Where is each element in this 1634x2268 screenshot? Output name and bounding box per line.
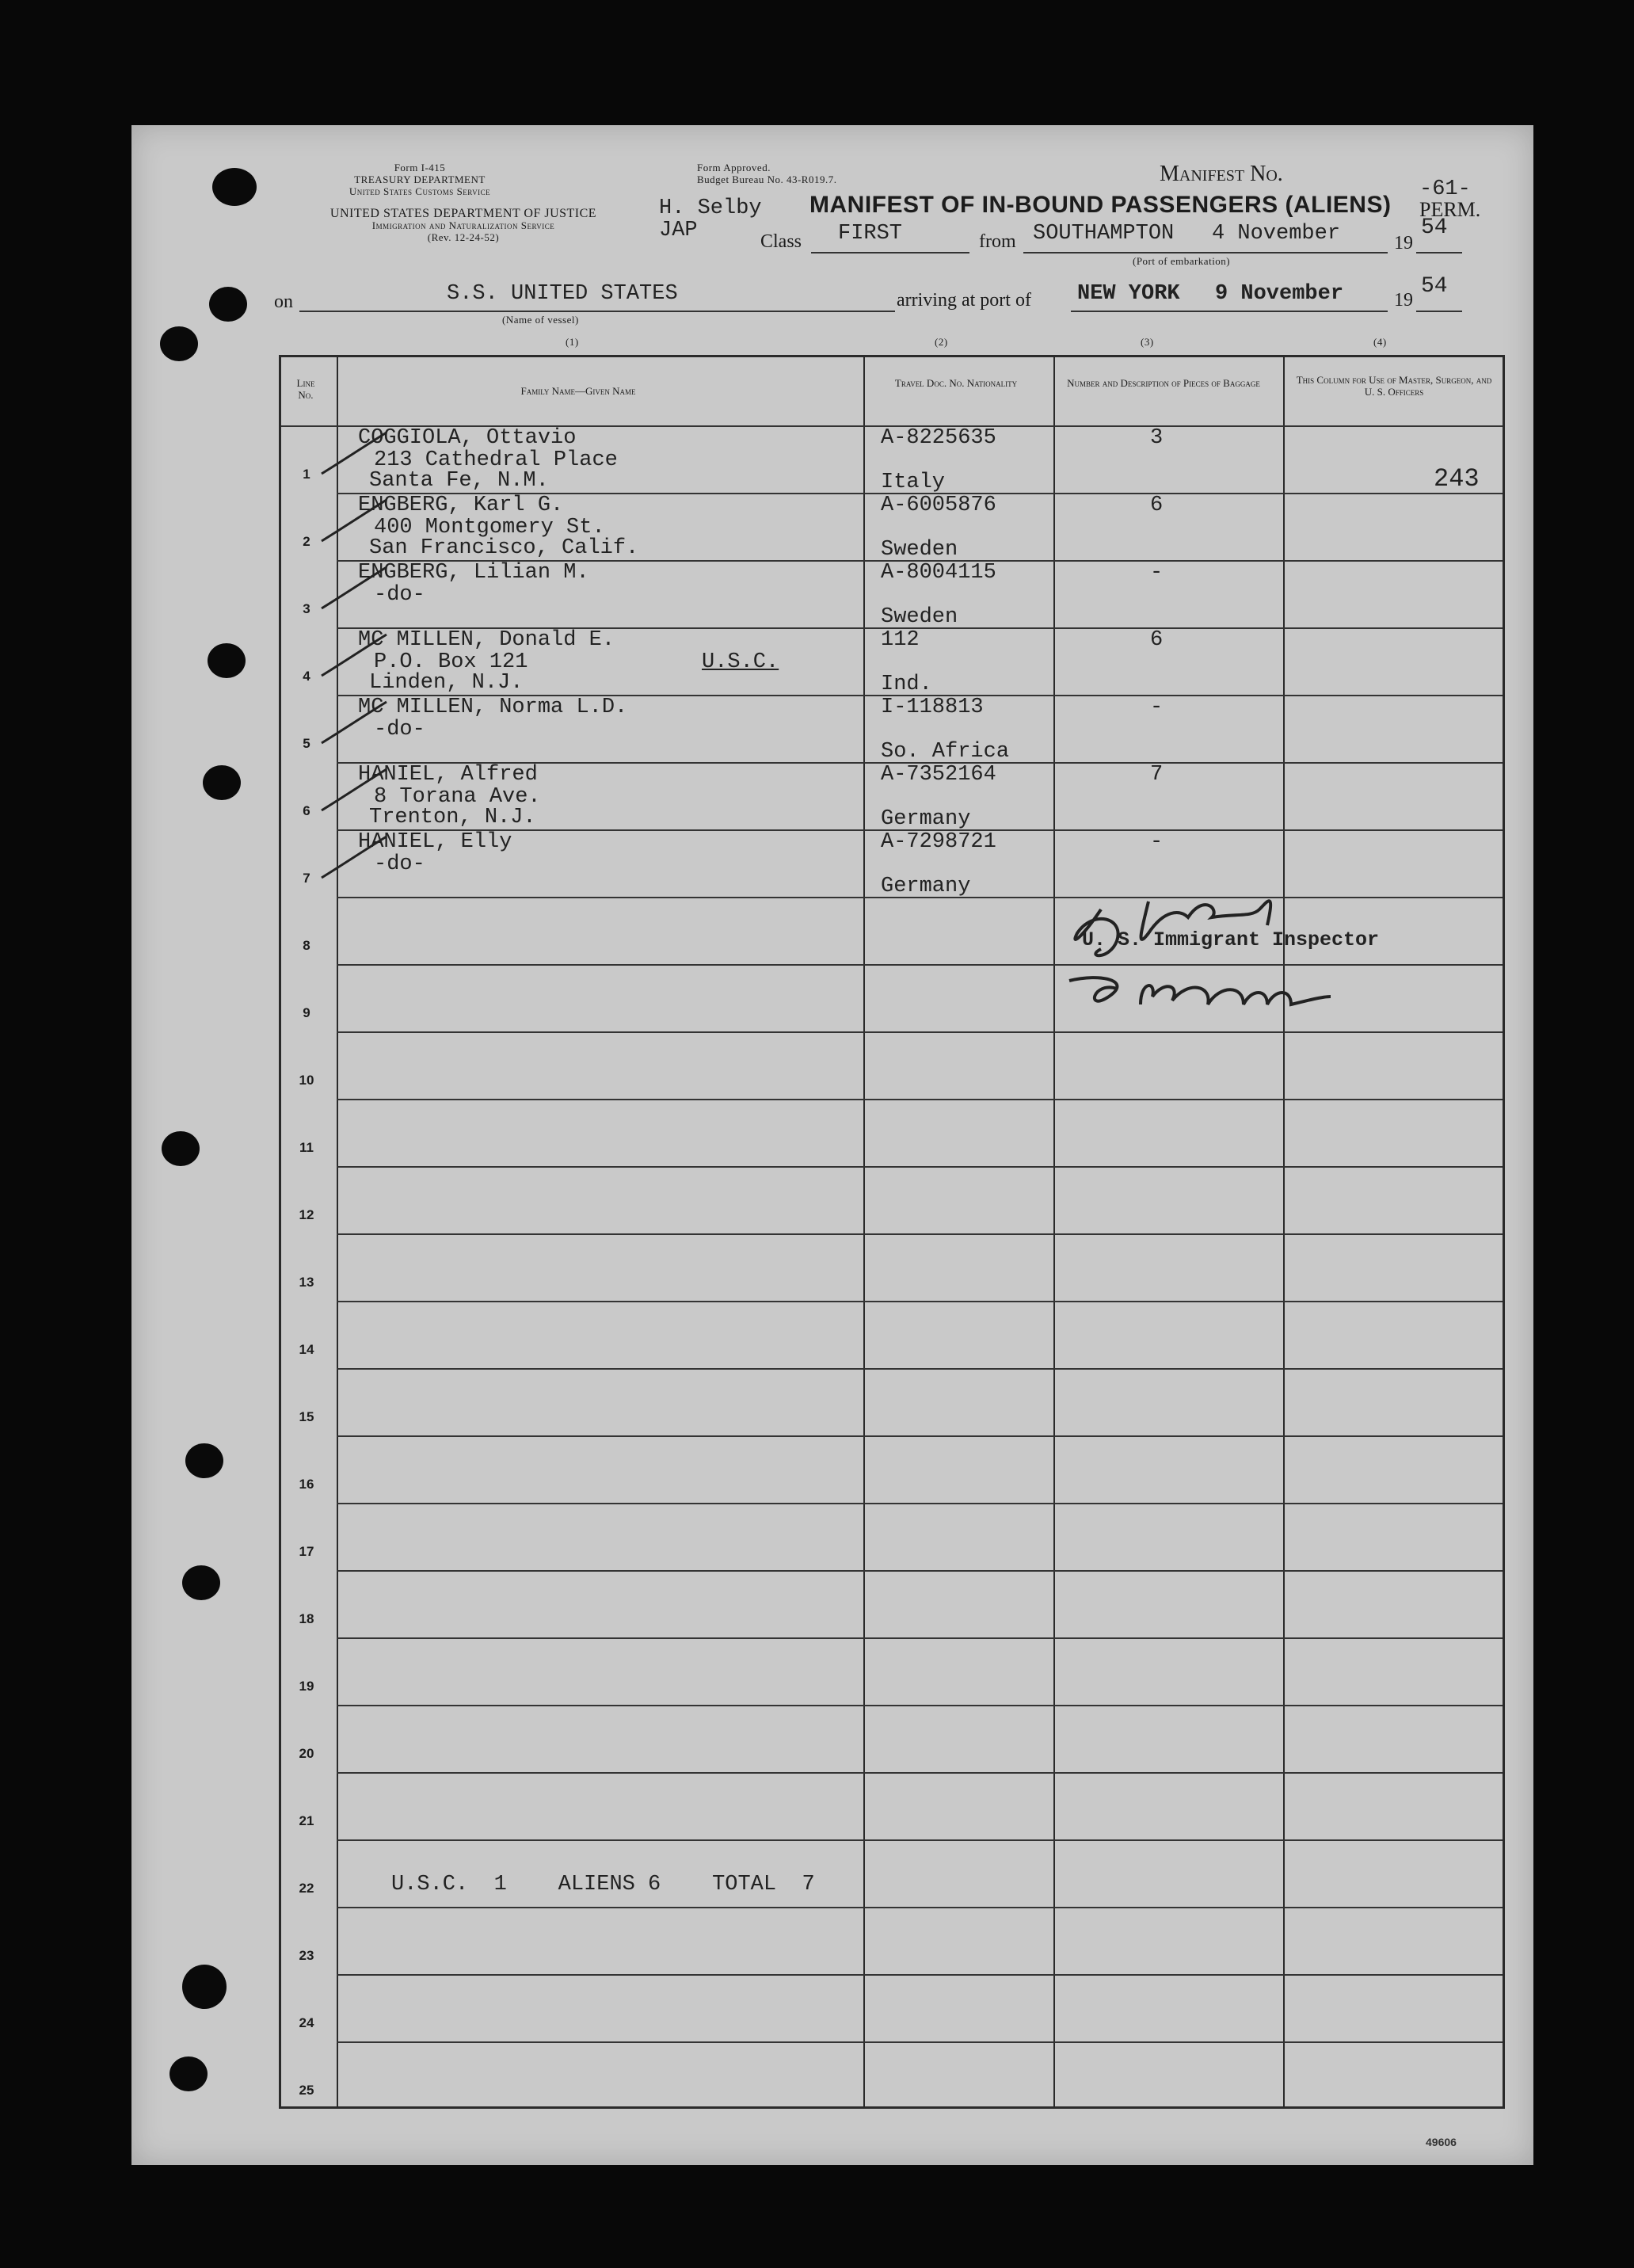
row-divider <box>337 2041 1503 2043</box>
passenger-address-2: San Francisco, Calif. <box>369 536 639 560</box>
justice-department: UNITED STATES DEPARTMENT OF JUSTICE <box>329 207 597 220</box>
header-line-no: Line No. <box>296 377 315 401</box>
passenger-address-2: Linden, N.J. <box>369 671 524 695</box>
check-mark <box>318 699 390 746</box>
row-divider <box>337 1637 1503 1639</box>
line-number: 24 <box>299 2015 314 2030</box>
citizenship-note: U.S.C. <box>702 650 779 674</box>
department-name: TREASURY DEPARTMENT <box>354 173 486 185</box>
column-number-4: (4) <box>1373 336 1387 348</box>
passenger-address-2: Trenton, N.J. <box>369 806 536 829</box>
travel-document: A-7298721 <box>881 830 996 854</box>
line-number: 8 <box>303 938 310 953</box>
ins-name: Immigration and Naturalization Service <box>371 219 555 231</box>
arrival-year-line <box>1416 311 1462 312</box>
travel-document: A-7352164 <box>881 763 996 787</box>
line-number: 12 <box>299 1207 314 1222</box>
passenger-name: MC MILLEN, Donald E. <box>358 628 615 652</box>
manifest-number: -61- <box>1419 177 1471 201</box>
line-number: 6 <box>303 803 310 818</box>
perm-label: PERM. <box>1419 198 1481 221</box>
class-label: Class <box>760 231 802 252</box>
row-divider <box>337 1031 1503 1033</box>
year-prefix: 19 <box>1394 233 1413 253</box>
service-name: United States Customs Service <box>349 185 491 197</box>
line-number: 4 <box>303 669 310 684</box>
budget-bureau: Budget Bureau No. 43-R019.7. <box>697 173 837 185</box>
binder-hole <box>162 1131 200 1166</box>
line-number: 2 <box>303 534 310 549</box>
travel-document: A-6005876 <box>881 494 996 517</box>
passenger-name: COGGIOLA, Ottavio <box>358 426 577 450</box>
line-number: 17 <box>299 1544 314 1559</box>
line-number: 16 <box>299 1477 314 1492</box>
line-number: 3 <box>303 601 310 616</box>
baggage-count: - <box>1150 830 1164 854</box>
vessel-caption: (Name of vessel) <box>502 314 579 326</box>
passenger-name: HANIEL, Elly <box>358 830 512 854</box>
line-number: 25 <box>299 2083 314 2098</box>
binder-hole <box>160 326 198 361</box>
row-divider <box>337 1974 1503 1976</box>
line-number: 21 <box>299 1813 314 1828</box>
nationality: Sweden <box>881 538 958 562</box>
binder-hole <box>182 1965 227 2009</box>
passenger-address-2: Santa Fe, N.M. <box>369 469 549 493</box>
nationality: Germany <box>881 875 971 898</box>
row-divider <box>337 1435 1503 1437</box>
passenger-address-1: 400 Montgomery St. <box>374 516 605 539</box>
vessel-line <box>299 311 895 312</box>
binder-hole <box>203 765 241 800</box>
check-mark <box>318 429 390 477</box>
baggage-count: 3 <box>1150 426 1164 450</box>
arrival-date: 9 November <box>1215 282 1344 306</box>
row-divider <box>337 1368 1503 1370</box>
baggage-count: 6 <box>1150 494 1164 517</box>
column-number-1: (1) <box>566 336 579 348</box>
row-divider <box>337 1570 1503 1572</box>
port-caption: (Port of embarkation) <box>1133 255 1231 267</box>
binder-hole <box>209 287 247 322</box>
inspector-title: U. S. Immigrant Inspector <box>1082 928 1380 951</box>
passenger-name: ENGBERG, Lilian M. <box>358 561 589 585</box>
approval-block <box>697 162 836 185</box>
arrival-year-prefix: 19 <box>1394 290 1413 311</box>
justice-block <box>277 208 649 243</box>
from-line <box>1023 252 1388 253</box>
arriving-label: arriving at port of <box>897 290 1031 311</box>
header-name: Family Name—Given Name <box>520 385 636 397</box>
manifest-label: Manifest No. <box>1160 162 1283 186</box>
revision-date: (Rev. 12-24-52) <box>427 231 500 243</box>
check-mark <box>318 766 390 814</box>
travel-document: A-8004115 <box>881 561 996 585</box>
binder-hole <box>182 1565 220 1600</box>
totals-line: U.S.C. 1 ALIENS 6 TOTAL 7 <box>391 1873 815 1896</box>
passenger-address-1: P.O. Box 121 <box>374 650 528 674</box>
vessel-name: S.S. UNITED STATES <box>447 282 678 306</box>
line-number: 13 <box>299 1275 314 1290</box>
passenger-address-1: 213 Cathedral Place <box>374 448 618 472</box>
nationality: So. Africa <box>881 740 1010 764</box>
inspector-signature <box>1053 886 1370 1020</box>
column-divider <box>337 357 338 2106</box>
port-of-embarkation: SOUTHAMPTON <box>1033 222 1175 246</box>
departure-year: 54 <box>1421 215 1448 240</box>
passenger-address-1: 8 Torana Ave. <box>374 785 541 809</box>
year-line <box>1416 252 1462 253</box>
line-number: 20 <box>299 1746 314 1761</box>
line-number: 22 <box>299 1881 314 1896</box>
departure-date: 4 November <box>1212 222 1341 246</box>
line-number: 9 <box>303 1005 310 1020</box>
line-number: 1 <box>303 467 310 482</box>
travel-document: I-118813 <box>881 696 984 719</box>
arrival-line <box>1071 311 1388 312</box>
check-mark <box>318 564 390 612</box>
baggage-count: 7 <box>1150 763 1164 787</box>
line-number: 14 <box>299 1342 314 1357</box>
binder-hole <box>169 2056 208 2091</box>
header-travel-doc: Travel Doc. No. Nationality <box>894 377 1018 389</box>
nationality: Ind. <box>881 673 932 696</box>
travel-document: 112 <box>881 628 920 652</box>
passenger-name: ENGBERG, Karl G. <box>358 494 564 517</box>
class-value: FIRST <box>838 222 903 246</box>
check-mark <box>318 631 390 679</box>
agent-code: JAP <box>659 219 698 242</box>
line-number: 5 <box>303 736 310 751</box>
check-mark <box>318 833 390 881</box>
nationality: Germany <box>881 807 971 831</box>
row-divider <box>337 1099 1503 1100</box>
nationality: Italy <box>881 471 946 494</box>
footer-code: 49606 <box>1426 2136 1457 2148</box>
line-number: 10 <box>299 1073 314 1088</box>
officer-number: 243 <box>1434 464 1480 494</box>
travel-document: A-8225635 <box>881 426 996 450</box>
binder-hole <box>185 1443 223 1478</box>
row-divider <box>337 1772 1503 1774</box>
column-divider <box>1053 357 1055 2106</box>
arrival-port: NEW YORK <box>1077 282 1180 306</box>
baggage-count: - <box>1150 561 1164 585</box>
column-divider <box>863 357 865 2106</box>
line-number: 23 <box>299 1948 314 1963</box>
baggage-count: - <box>1150 696 1164 719</box>
passenger-address-1: -do- <box>374 718 425 741</box>
passenger-name: HANIEL, Alfred <box>358 763 538 787</box>
form-number-block <box>333 162 507 197</box>
line-number: 15 <box>299 1409 314 1424</box>
from-label: from <box>979 231 1016 252</box>
row-divider <box>337 1839 1503 1841</box>
row-divider <box>337 1233 1503 1235</box>
on-label: on <box>274 292 293 312</box>
column-divider <box>1283 357 1285 2106</box>
line-number: 19 <box>299 1679 314 1694</box>
class-line <box>811 252 969 253</box>
header-baggage: Number and Description of Pieces of Baggage <box>1067 377 1260 389</box>
form-number: Form I-415 <box>394 162 446 173</box>
row-divider <box>337 1301 1503 1302</box>
row-divider <box>337 1705 1503 1706</box>
passenger-address-1: -do- <box>374 583 425 607</box>
row-divider <box>337 1166 1503 1168</box>
manifest-title: MANIFEST OF IN-BOUND PASSENGERS (ALIENS) <box>809 192 1392 218</box>
line-number: 18 <box>299 1611 314 1626</box>
row-divider <box>337 1907 1503 1908</box>
passenger-address-1: -do- <box>374 852 425 876</box>
agent-name: H. Selby <box>659 196 762 220</box>
line-number: 7 <box>303 871 310 886</box>
column-number-3: (3) <box>1141 336 1154 348</box>
arrival-year: 54 <box>1421 274 1448 299</box>
binder-hole <box>208 643 246 678</box>
check-mark <box>318 497 390 544</box>
passenger-name: MC MILLEN, Norma L.D. <box>358 696 628 719</box>
form-approved: Form Approved. <box>697 162 771 173</box>
column-number-2: (2) <box>935 336 948 348</box>
baggage-count: 6 <box>1150 628 1164 652</box>
line-number: 11 <box>299 1140 314 1155</box>
header-officer-use: This Column for Use of Master, Surgeon, and U. S. Officers <box>1296 374 1492 398</box>
nationality: Sweden <box>881 605 958 629</box>
row-divider <box>337 1503 1503 1504</box>
binder-hole <box>212 168 257 206</box>
